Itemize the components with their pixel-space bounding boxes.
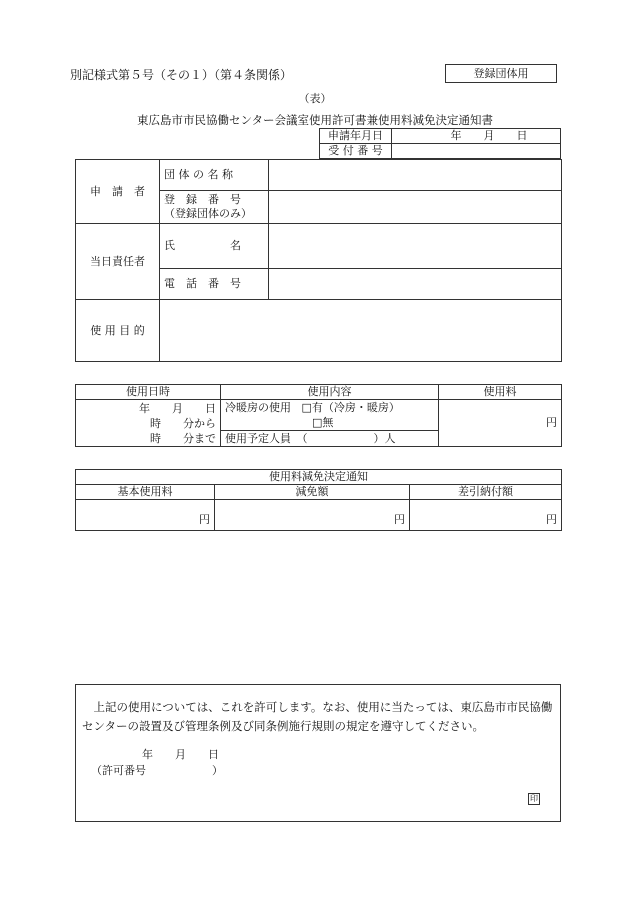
registration-number-field[interactable] bbox=[269, 191, 562, 224]
aircon-no-row bbox=[221, 415, 438, 431]
reduction-amount-field[interactable]: 円 bbox=[215, 500, 410, 531]
usage-table bbox=[75, 384, 562, 447]
purpose-label: 使 用 目 的 bbox=[76, 300, 160, 362]
permit-number: （許可番号 ） bbox=[91, 764, 223, 777]
usage-fee-field[interactable]: 円 bbox=[439, 400, 562, 447]
group-name-field[interactable] bbox=[269, 160, 562, 191]
applicant-table bbox=[75, 159, 562, 362]
responsible-name-field[interactable] bbox=[269, 224, 562, 269]
receipt-number-field[interactable] bbox=[392, 144, 561, 159]
usage-content-field bbox=[221, 400, 439, 447]
registration-number-label bbox=[160, 191, 269, 224]
side-label: （表） bbox=[298, 92, 332, 105]
permission-date: 年 月 日 bbox=[142, 748, 219, 761]
base-fee-header: 基本使用料 bbox=[76, 485, 215, 500]
phone-number-label: 電 話 番 号 bbox=[160, 269, 269, 300]
purpose-field[interactable] bbox=[160, 300, 562, 362]
usage-content-header: 使用内容 bbox=[221, 385, 439, 400]
net-payment-field[interactable]: 円 bbox=[410, 500, 562, 531]
phone-number-field[interactable] bbox=[269, 269, 562, 300]
responsible-section-label: 当日責任者 bbox=[76, 224, 160, 300]
usage-datetime-field[interactable] bbox=[76, 400, 221, 447]
reduction-amount-header: 減免額 bbox=[215, 485, 410, 500]
aircon-yes-checkbox[interactable]: □有（冷房・暖房） bbox=[301, 401, 400, 414]
expected-people-field[interactable]: 使用予定人員 （ ）人 bbox=[225, 432, 396, 445]
net-payment-header: 差引納付額 bbox=[410, 485, 562, 500]
usage-from-line: 時 分から bbox=[150, 416, 216, 430]
document-title: 東広島市市民協働センター会議室使用許可書兼使用料減免決定通知書 bbox=[136, 113, 494, 127]
usage-fee-header: 使用料 bbox=[439, 385, 562, 400]
application-date-label: 申請年月日 bbox=[320, 129, 392, 144]
permission-box bbox=[75, 684, 561, 822]
fee-reduction-title: 使用料減免決定通知 bbox=[76, 470, 562, 485]
usage-datetime-header: 使用日時 bbox=[76, 385, 221, 400]
registration-number-text: 登 録 番 号 bbox=[164, 193, 241, 206]
seal-mark: 印 bbox=[530, 794, 538, 803]
base-fee-field[interactable]: 円 bbox=[76, 500, 215, 531]
registration-number-note: （登録団体のみ） bbox=[164, 207, 252, 220]
registered-group-box: 登録団体用 bbox=[445, 64, 557, 83]
usage-date-line: 年 月 日 bbox=[139, 401, 216, 415]
responsible-name-label: 氏 名 bbox=[160, 224, 269, 269]
application-date-field[interactable]: 年 月 日 bbox=[392, 129, 561, 144]
permission-text: 上記の使用については、これを許可します。なお、使用に当たっては、東広島市市民協働センターの設置及び管理条例及び同条例施行規則の規定を遵守してください。 bbox=[82, 700, 553, 733]
group-name-label: 団 体 の 名 称 bbox=[160, 160, 269, 191]
usage-to-line: 時 分まで bbox=[150, 431, 216, 445]
aircon-label: 冷暖房の使用 bbox=[225, 401, 291, 414]
application-info-table bbox=[319, 128, 561, 159]
applicant-section-label: 申 請 者 bbox=[76, 160, 160, 224]
aircon-row bbox=[221, 400, 438, 415]
form-number-label: 別記様式第５号（その１）（第４条関係） bbox=[70, 68, 293, 82]
aircon-no-checkbox[interactable]: □無 bbox=[312, 416, 334, 429]
receipt-number-label: 受 付 番 号 bbox=[320, 144, 392, 159]
fee-reduction-table bbox=[75, 469, 562, 531]
